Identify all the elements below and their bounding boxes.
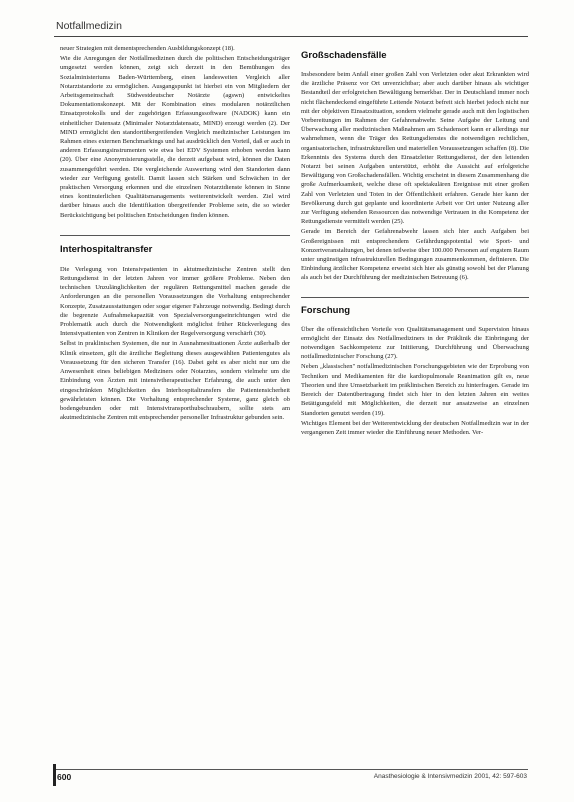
paragraph: Neben „klassischen" notfallmedizinischen Forschungsgebieten wie der Erprobung von Techniken und Medikamenten für die kardiopulmonale Reanimation gilt es, neue Theorien und ihre Umsetzbarkeit im präklinischen Bereich zu hinterfragen. Gerade im Bereich der Datenübertragung findet sich hier in den letzten Jahren ein weites Betätigungsfeld mit Möglichkeiten, die derzeit nur ansatzweise an einzelnen Standorten genutzt werden (19). [301, 363, 529, 417]
paragraph: Die Verlegung von Intensivpatienten in aktutmedizinische Zentren stellt den Rettungsdienst in der letzten Jahren vor immer größere Probleme. Neben den technischen Unzulänglichkeiten der regulären Rettungsmittel machen gerade die Anforderungen an die personellen Voraussetzungen die Vorhaltung entsprechender Konzepte, Zusatzausstattungen oder sogar eigener Fahrzeuge notwendig. Bedingt durch die begrenzte Aufnahmekapazität von Spezialversorgungseinrichtungen wird die Problematik auch durch die Notwendigkeit möglichst früher Rückverlegung des Intensivpatienten von Zentren in Kliniken der Regelversorgung verschärft (30). [60, 265, 290, 338]
paragraph: Selbst in praklinischen Systemen, die nur in Ausnahmesituationen Ärzte außerhalb der Klinik einsetzen, gilt die ärztliche Begleitung dieses ausgewählten Patientengutes als Voraussetzung für den sicheren Transfer (16). Dabei geht es aber nicht nur um die Anwesenheit eines beliebigen Mediziners oder Notarztes, sondern vielmehr um die Einbindung von Ärzten mit intensivtherapeutischer Erfahrung, die auch unter den eingeschränkten Möglichkeiten des Interhospitaltransfers die Patientensicherheit gewährleisten können. Die Vorhaltung entsprechender Systeme, ganz gleich ob bodengebunden oder mit Intensivtransporthubschraubern, sollte stets am akutmedizinische Zentren mit entsprechender personeller Infrastruktur gebunden sein. [60, 340, 290, 422]
paragraph: neuer Strategien mit dementsprechenden Ausbildungskonzept (18). [60, 45, 235, 52]
footer-rule [54, 769, 528, 770]
header-rule [54, 36, 528, 37]
page-number-text: 600 [57, 772, 72, 782]
page-number [57, 772, 71, 782]
paragraph: Wichtiges Element bei der Weiterentwicklung der deutschen Notfallmedizin war in der vergangenen Zeit immer wieder die Einführung neuer Methoden. Ver- [301, 419, 529, 436]
paragraph: Über die offensichtlichen Vorteile von Qualitätsmanagement und Supervision hinaus ermöglicht der Einsatz des Notfallmediziners in der Präklinik die Einbringung der notwendigen Sachkompetenz zur Initiierung, Durchführung und Überwachung notfallmedizinischer Forschung (27). [301, 325, 529, 361]
page-marker-bar [53, 764, 56, 786]
left-column [60, 44, 290, 422]
right-column [301, 44, 529, 437]
section-title: Notfallmedizin [56, 20, 122, 32]
section-heading-forschung: Forschung [301, 297, 529, 317]
journal-citation: Anasthesiologie & Intensivmedizin 2001, 42: 597-603 [373, 773, 527, 780]
paragraph: Gerade im Bereich der Gefahrenabwehr lassen sich hier auch Aufgaben bei Großereignissen mit entsprechendem Gefährdungspotential wie Sport- und Konzertveranstaltungen, bei denen teilweise über 100.000 Personen auf engstem Raum unter ungünstigen infrastrukturellen Bedingungen zusammenkommen, definieren. Die Einbindung ärztlicher Kompetenz erweist sich hier als günstig sowohl bei der Planung als auch bei der Durchführung der medizinischen Betreuung (6). [301, 228, 529, 282]
paragraph: Wie die Anregungen der Notfallmedizinen durch die politischen Entscheidungsträger umgesetzt werden können, zeigt sich derzeit in den Bemühungen des Sozialministeriums Baden-Württemberg, einen landesweiten Vergleich aller Notarztstandorte zu ermöglichen. Ausgangspunkt ist hierbei ein von Mitgliedern der Arbeitsgemeinschaft Südwestdeutscher Notärzte (agswn) entwickeltes Dokumentationskonzept. Mit der Kombination eines modularen notärztlichen Einsatzprotokolls und der zugehörigen Erfassungssoftware (NADOK) kann ein einheitlicher Datensatz (Minimaler Notarztdatensatz, MIND) erzeugt werden (2). Der MIND ermöglicht den standortübergreifenden Vergleich medizinischer Leistungen im Rahmen eines externen Benchmarkings und hat ausdrücklich den Vorteil, daß er auch in anderen Erfassungsinstrumenten wie etwa bei EDV Systemen erhoben werden kann (20). Über eine Anonymisierungsstelle, die derzeit aufgebaut wird, können die Daten zusammengeführt werden. Die vergleichende Auswertung wird den Standorten dann wieder zur Verfügung gestellt. Damit lassen sich Stärken und Schwächen in der praktischen Versorgung erkennen und die einzelnen Notarztdienste können in Sinne eines kontinuierlichen Qualitätsmanagements weiterentwickelt werden. Ziel wird darüber hinaus auch die Identifikation übergreifender Probleme sein, die so wieder Berücksichtigung bei politischen Entscheidungen finden können. [60, 55, 290, 219]
paragraph: Insbesondere beim Anfall einer großen Zahl von Verletzten oder akut Erkrankten wird die ärztliche Präsenz vor Ort unverzichtbar; aber auch darüber hinaus als wichtiger Bestandteil der erfolgreichen Bewältigung bemerkbar. Der in Deutschland immer noch nicht flächendeckend eingeführte Leitende Notarzt befreit sich hierbei jedoch nicht nur mit der objektiven Einsatzsituation, sondern vielmehr gerade auch mit den logistischen Vorbereitungen im Rahmen der Gefahrenabwehr. Seine Aufgabe der Leitung und Überwachung aller medizinischen Maßnahmen am Schadensort kann er allerdings nur wahrnehmen, wenn die Träger des Rettungsdienstes die notwendigen rechtlichen, organisatorischen, infrastrukturellen und materiellen Voraussetzungen schaffen (8). Die Erkenntnis des Systems durch den Einsatzleiter Rettungsdienst, der den leitenden Notarzt bei seinen Aufgaben unterstützt, erhöht die Aussicht auf erfolgreiche Bewältigung von Großschadensfällen. Wichtig erscheint in diesem Zusammenhang die große Aufmerksamkeit, welche diese oft spektakulären Ereignisse mit einer großen Zahl von Verletzten und Toten in der Öffentlichkeit erfahren. Gerade hier kann der Bevölkerung durch gut geplante und koordinierte Arbeit vor Ort unter Nutzung aller zur Verfügung stehenden Ressourcen das notwendige Vertrauen in die Kompetenz der Rettungsdienste vermittelt werden (25). [301, 71, 529, 226]
section-heading-interhospitaltransfer: Interhospitaltransfer [60, 235, 290, 256]
section-heading-grossschadensfaelle: Großschadensfälle [301, 50, 387, 61]
